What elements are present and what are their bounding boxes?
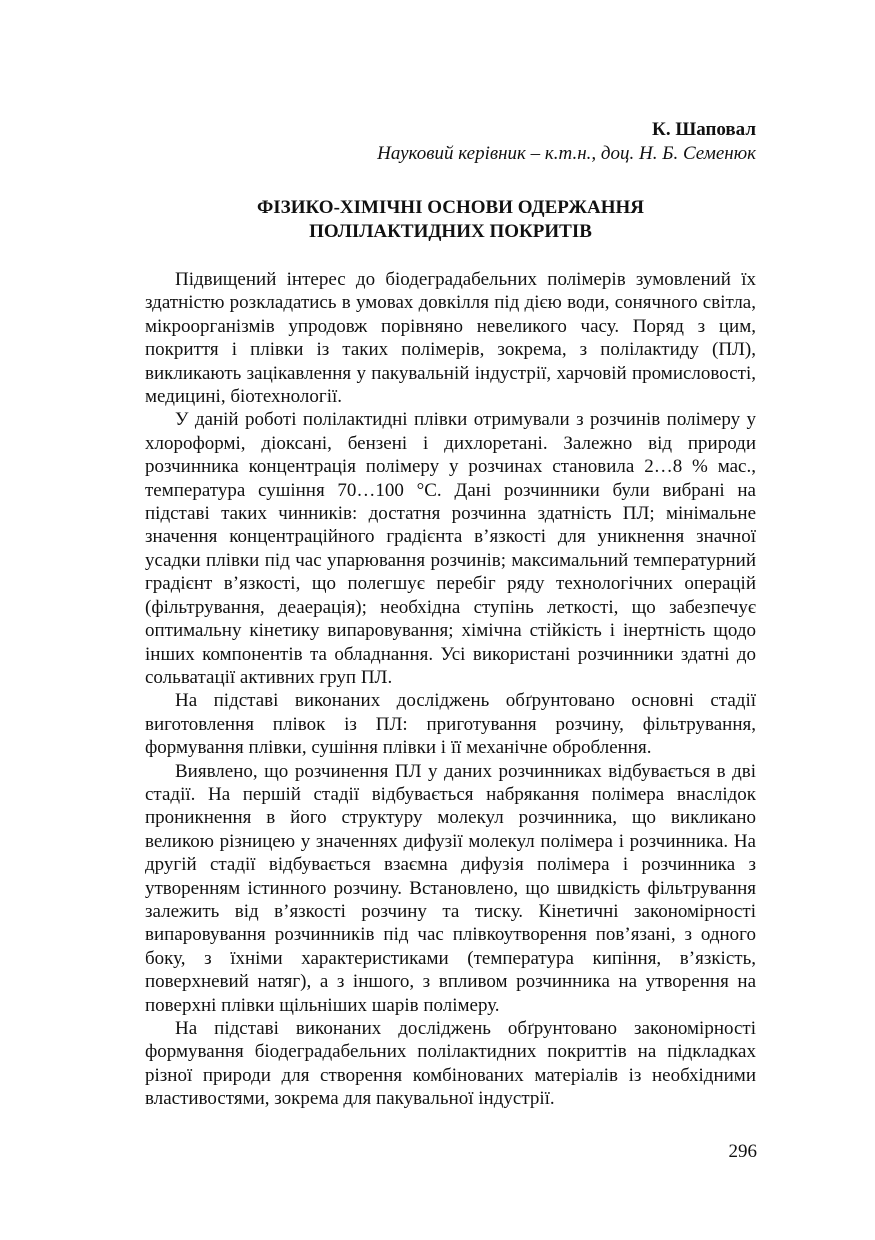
author-block — [145, 118, 756, 166]
paragraph: Виявлено, що розчинення ПЛ у даних розчинниках відбувається в дві стадії. На першій стадії відбувається набрякання полімера внаслідок проникнення в його структуру молекул розчинника, що викликано великою різницею у значеннях дифузії молекул полімера і розчинника. На другій стадії відбувається взаємна дифузія полімера і розчинника з утворенням істинного розчину. Встановлено, що швидкість фільтрування залежить від в’язкості розчину та тиску. Кінетичні закономірності випаровування розчинників під час плівкоутворення пов’язані, з одного боку, з їхніми характеристиками (температура кипіння, в’язкість, поверхневий натяг), а з іншого, з впливом розчинника на утворення на поверхні плівки щільніших шарів полімеру. — [145, 760, 756, 1016]
paragraph: Підвищений інтерес до біодеградабельних полімерів зумовлений їх здатністю розкладатись в умовах довкілля під дією води, сонячного світла, мікроорганізмів упродовж порівняно невеликого часу. Поряд з цим, покриття і плівки із таких полімерів, зокрема, з полілактиду (ПЛ), викликають зацікавлення у пакувальній індустрії, харчовій промисловості, медицині, біотехнології. — [145, 269, 756, 408]
title-line-2: ПОЛІЛАКТИДНИХ ПОКРИТІВ — [309, 221, 592, 242]
author-name: К. Шаповал — [652, 119, 756, 140]
paragraph: На підставі виконаних досліджень обґрунтовано закономірності формування біодеградабельних полілактидних покриттів на підкладках різної природи для створення комбінованих матеріалів із необхідними властивостями, зокрема для пакувальної індустрії. — [145, 1018, 756, 1110]
supervisor-line: Науковий керівник – к.т.н., доц. Н. Б. Семенюк — [377, 143, 756, 164]
article-body — [145, 268, 756, 1111]
document-page — [145, 118, 756, 1111]
title-line-1: ФІЗИКО-ХІМІЧНІ ОСНОВИ ОДЕРЖАННЯ — [256, 197, 645, 218]
article-title — [145, 196, 756, 244]
paragraph: На підставі виконаних досліджень обґрунтовано основні стадії виготовлення плівок із ПЛ: приготування розчину, фільтрування, формування плівки, сушіння плівки і її механічне оброблення. — [145, 690, 756, 759]
paragraph: У даній роботі полілактидні плівки отримували з розчинів полімеру у хлороформі, діоксані, бензені і дихлоретані. Залежно від природи розчинника концентрація полімеру у розчинах становила 2…8 % мас., температура сушіння 70…100 °С. Дані розчинники були вибрані на підставі таких чинників: достатня розчинна здатність ПЛ; мінімальне значення концентраційного градієнта в’язкості для уникнення значної усадки плівки під час упарювання розчинів; максимальний температурний градієнт в’язкості, що полегшує перебіг ряду технологічних операцій (фільтрування, деаерація); необхідна ступінь леткості, що забезпечує оптимальну кінетику випаровування; хімічна стійкість і інертність щодо інших компонентів та обладнання. Усі використані розчинники здатні до сольватації активних груп ПЛ. — [145, 409, 756, 688]
page-number: 296 — [728, 1141, 757, 1162]
